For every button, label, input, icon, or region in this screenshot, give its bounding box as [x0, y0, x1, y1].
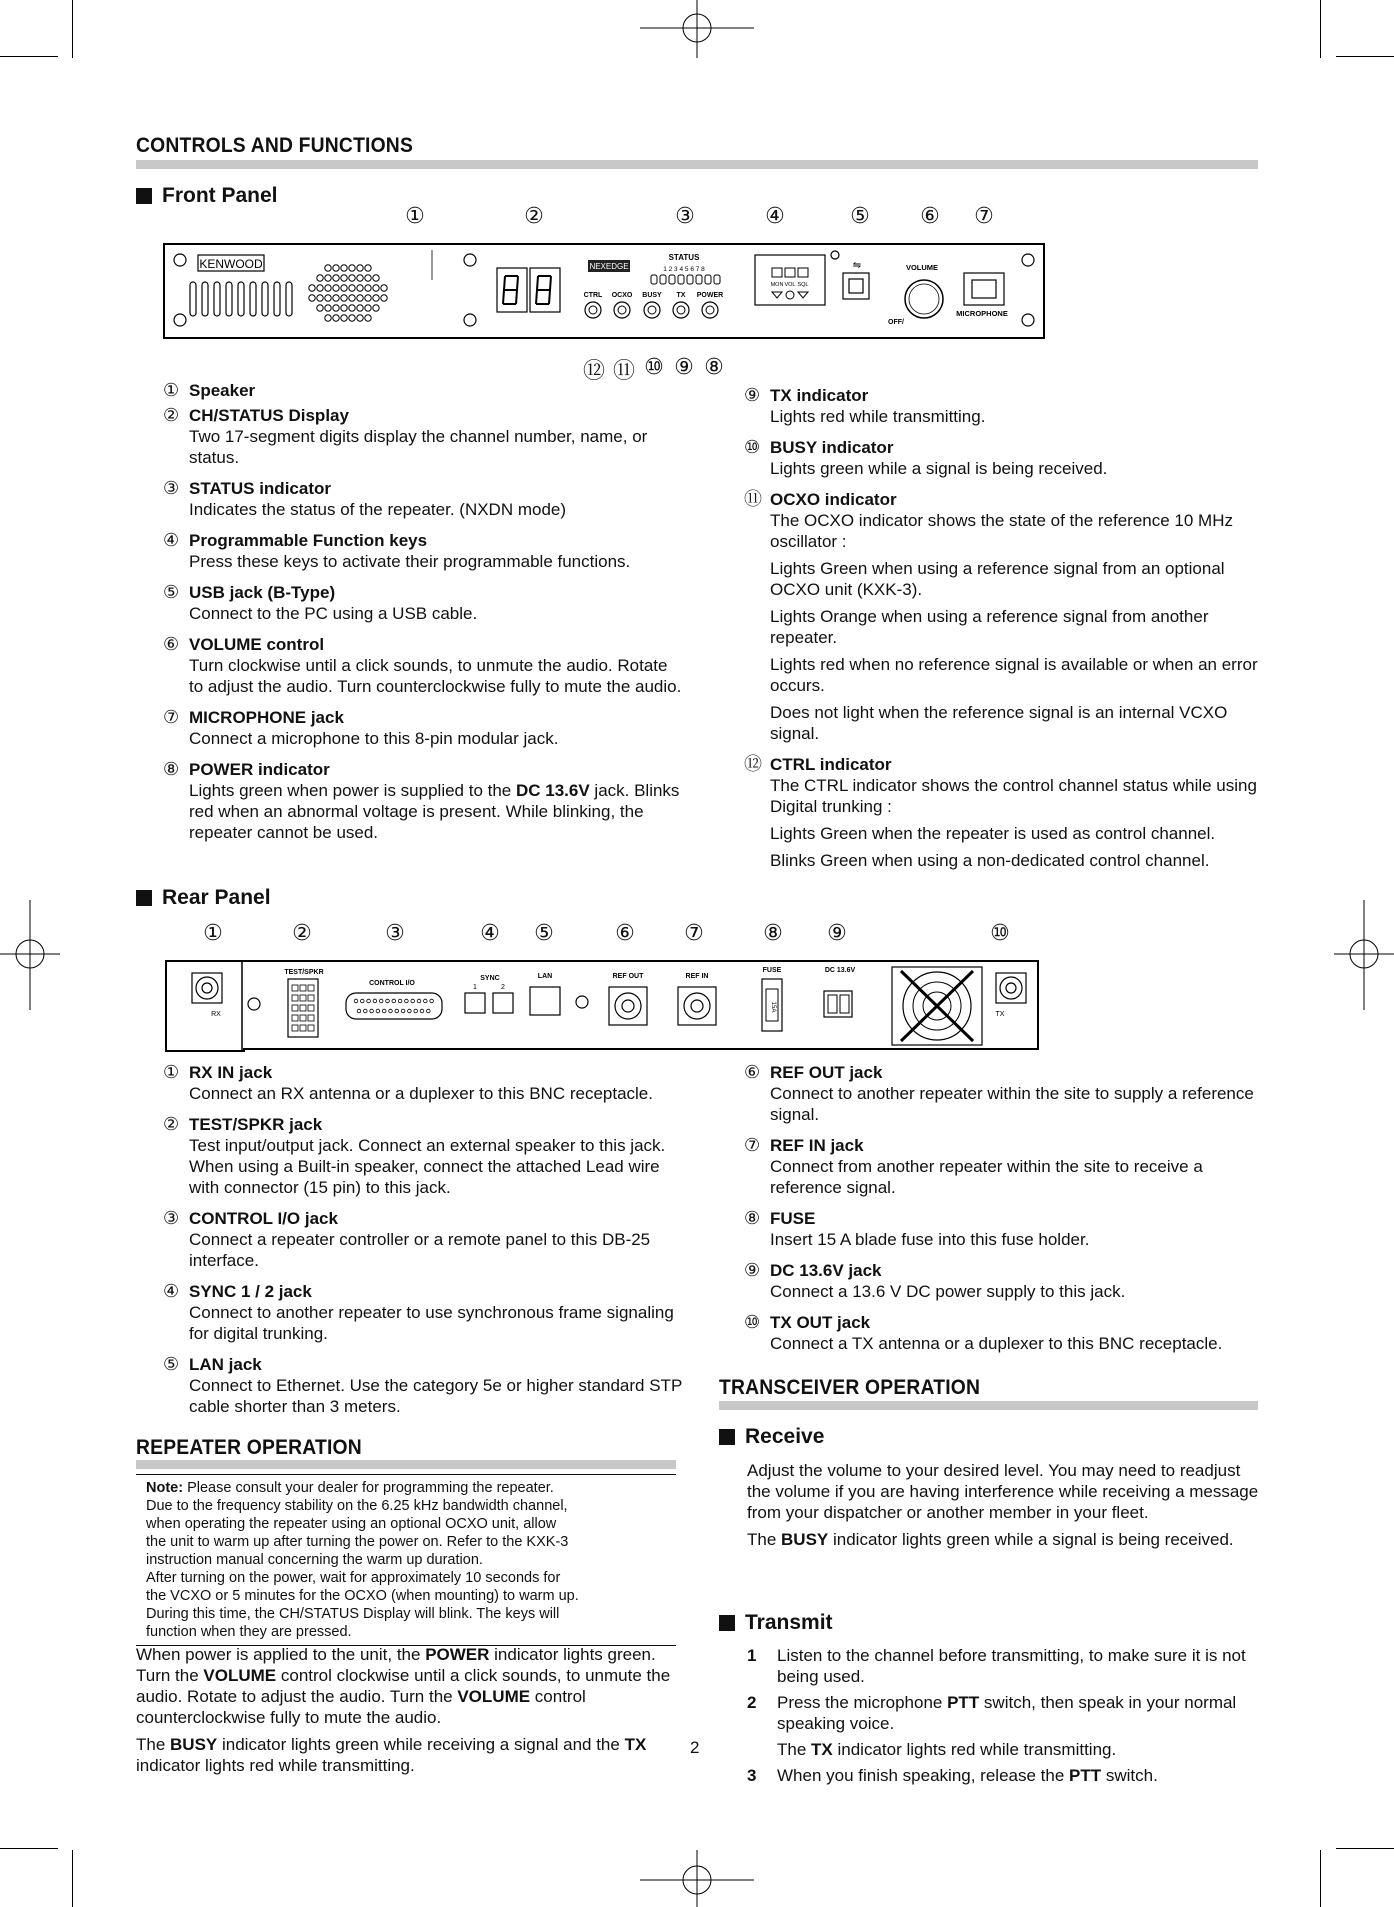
- callout-8: ⑧: [704, 354, 724, 379]
- transmit-step-2-note: The TX indicator lights red while transmitting.: [777, 1740, 1117, 1759]
- note-line: Note: Please consult your dealer for programming the repeater.: [146, 1480, 554, 1496]
- item-title: TX indicator: [770, 386, 869, 405]
- square-bullet-icon: [719, 1429, 735, 1445]
- item-text: Blinks Green when using a non-dedicated control channel.: [770, 851, 1210, 870]
- item-number: ⑨: [744, 385, 761, 405]
- test-spkr-jack: [288, 979, 318, 1037]
- front-panel-diagram: [160, 240, 1050, 345]
- list-item: [744, 754, 1264, 877]
- transceiver-operation-title: TRANSCEIVER OPERATION: [719, 1376, 981, 1399]
- item-text: Connect to Ethernet. Use the category 5e or higher standard STP cable shorter than 3 meters.: [189, 1376, 682, 1416]
- item-text: Connect from another repeater within the site to receive a reference signal.: [770, 1157, 1203, 1197]
- list-item: [744, 489, 1264, 750]
- item-number: ④: [163, 1281, 180, 1301]
- rear-callout-4: ④: [480, 920, 500, 945]
- fuse-label: FUSE: [762, 967, 782, 974]
- item-title: TX OUT jack: [770, 1313, 871, 1332]
- rear-callout-2: ②: [292, 920, 312, 945]
- callout-9: ⑨: [674, 354, 694, 379]
- repeater-note: [136, 1474, 676, 1646]
- item-number: ①: [163, 1062, 180, 1082]
- rear-panel-diagram: [160, 955, 1050, 1055]
- item-number: ②: [163, 1114, 180, 1134]
- front-panel-left-list: [163, 380, 683, 853]
- ref-in-jack: [678, 987, 716, 1025]
- controls-title: CONTROLS AND FUNCTIONS: [136, 134, 414, 157]
- receive-heading: [719, 1425, 824, 1449]
- list-item: [744, 437, 1264, 485]
- note-line: instruction manual concerning the warm up duration.: [146, 1552, 483, 1568]
- item-number: ⑦: [163, 707, 180, 727]
- callout-3: ③: [675, 203, 695, 228]
- item-number: ⑪: [744, 489, 762, 509]
- item-text: Lights green when power is supplied to the DC 13.6V jack. Blinks red when an abnormal voltage is present. While blinking, the repeater cannot be used.: [189, 781, 680, 842]
- item-text: Does not light when the reference signal is an internal VCXO signal.: [770, 703, 1228, 743]
- callout-2: ②: [524, 203, 544, 228]
- repeater-operation-rule: [136, 1460, 676, 1469]
- item-title: CONTROL I/O jack: [189, 1209, 338, 1228]
- item-text: The CTRL indicator shows the control channel status while using Digital trunking :: [770, 776, 1257, 816]
- item-number: ④: [163, 530, 180, 550]
- off-label: OFF/: [888, 319, 904, 326]
- list-item: [163, 582, 683, 630]
- rear-panel-right-list: [744, 1062, 1264, 1364]
- item-text: Connect a 13.6 V DC power supply to this jack.: [770, 1282, 1126, 1301]
- item-number: ⑦: [744, 1135, 761, 1155]
- list-item: [163, 1354, 683, 1423]
- item-title: TEST/SPKR jack: [189, 1115, 323, 1134]
- repeater-paragraph-1: When power is applied to the unit, the POWER indicator lights green. Turn the VOLUME control clockwise until a click sounds, to unmute the audio. Rotate to adjust the audio. Turn the VOLUME control counterclockwise fully to mute the audio.: [136, 1645, 671, 1727]
- callout-4: ④: [765, 203, 785, 228]
- item-text: The OCXO indicator shows the state of the reference 10 MHz oscillator :: [770, 511, 1233, 551]
- item-number: ③: [163, 1208, 180, 1228]
- list-item: [163, 405, 683, 474]
- item-number: ①: [163, 380, 180, 400]
- key-sql-label: SQL: [797, 282, 809, 288]
- note-line: function when they are pressed.: [146, 1624, 352, 1640]
- item-number: ②: [163, 405, 180, 425]
- list-item: [744, 1208, 1264, 1256]
- rear-panel-left-list: [163, 1062, 683, 1427]
- page-number: 2: [690, 1738, 700, 1757]
- rear-callout-1: ①: [203, 920, 223, 945]
- kenwood-label: KENWOOD: [199, 257, 263, 271]
- item-title: Programmable Function keys: [189, 531, 428, 550]
- transmit-step-3: 3 When you finish speaking, release the PTT switch.: [747, 1766, 1158, 1785]
- item-title: OCXO indicator: [770, 490, 897, 509]
- item-title: SYNC 1 / 2 jack: [189, 1282, 312, 1301]
- item-text: Lights Orange when using a reference signal from another repeater.: [770, 607, 1209, 647]
- square-bullet-icon: [136, 890, 152, 906]
- item-number: ⑥: [163, 634, 180, 654]
- item-text: Connect a microphone to this 8-pin modular jack.: [189, 729, 559, 748]
- receive-paragraph-2: The BUSY indicator lights green while a signal is being received.: [747, 1530, 1234, 1549]
- transceiver-operation-rule: [719, 1401, 1258, 1410]
- dc-label: DC 13.6V: [824, 967, 856, 974]
- item-text: Lights Green when the repeater is used as control channel.: [770, 824, 1216, 843]
- item-number: ⑤: [163, 582, 180, 602]
- usb-icon: ⇋: [852, 260, 862, 271]
- item-text: Connect an RX antenna or a duplexer to this BNC receptacle.: [189, 1084, 653, 1103]
- item-text: Insert 15 A blade fuse into this fuse holder.: [770, 1230, 1090, 1249]
- item-title: LAN jack: [189, 1355, 262, 1374]
- item-text: Connect to another repeater within the site to supply a reference signal.: [770, 1084, 1254, 1124]
- ref-in-label: REF IN: [685, 973, 709, 980]
- receive-paragraph-1: Adjust the volume to your desired level. You may need to readjust the volume if you are having interference while receiving a message from your dispatcher or another member in your fleet.: [747, 1461, 1259, 1522]
- item-title: BUSY indicator: [770, 438, 894, 457]
- list-item: [163, 1281, 683, 1350]
- transmit-step-1: 1 Listen to the channel before transmitting, to make sure it is not being used.: [747, 1646, 1246, 1686]
- ref-out-jack: [609, 987, 647, 1025]
- item-text: Lights red when no reference signal is available or when an error occurs.: [770, 655, 1258, 695]
- rear-panel-heading-text: Rear Panel: [162, 886, 271, 909]
- list-item: [744, 1312, 1264, 1360]
- vent-slots: [190, 282, 292, 316]
- callout-5: ⑤: [850, 203, 870, 228]
- note-line: when operating the repeater using an optional OCXO unit, allow: [146, 1516, 557, 1532]
- sync-label: SYNC: [480, 975, 500, 982]
- test-spkr-label: TEST/SPKR: [284, 969, 324, 976]
- control-io-label: CONTROL I/O: [369, 980, 415, 987]
- item-title: MICROPHONE jack: [189, 708, 344, 727]
- fan-grill: [892, 967, 982, 1045]
- microphone-label: MICROPHONE: [956, 309, 1008, 318]
- list-item: [163, 634, 683, 703]
- repeater-operation-title: REPEATER OPERATION: [136, 1436, 362, 1459]
- item-text: Two 17-segment digits display the channel number, name, or status.: [189, 427, 648, 467]
- callout-10: ⑩: [644, 354, 664, 379]
- repeater-paragraph-2: The BUSY indicator lights green while receiving a signal and the TX indicator lights red while transmitting.: [136, 1735, 647, 1775]
- dc-jack: [824, 991, 852, 1017]
- transmit-heading: [719, 1611, 833, 1635]
- note-line: After turning on the power, wait for approximately 10 seconds for: [146, 1570, 561, 1586]
- rear-panel-heading: [136, 886, 271, 910]
- item-title: REF IN jack: [770, 1136, 864, 1155]
- item-number: ⑩: [744, 1312, 761, 1332]
- item-title: FUSE: [770, 1209, 816, 1228]
- fuse-rating-label: 15A: [770, 1001, 776, 1013]
- list-item: [744, 1260, 1264, 1308]
- rear-callout-5: ⑤: [534, 920, 554, 945]
- list-item: [163, 1062, 683, 1110]
- item-text: Lights Green when using a reference signal from an optional OCXO unit (KXK-3).: [770, 559, 1225, 599]
- note-line: the VCXO or 5 minutes for the OCXO (when mounting) to warm up.: [146, 1588, 579, 1604]
- list-item: [163, 1114, 683, 1204]
- sync-2-jack: [493, 993, 513, 1013]
- item-number: ⑥: [744, 1062, 761, 1082]
- transmit-steps: [747, 1645, 1262, 1791]
- note-line: During this time, the CH/STATUS Display will blink. The keys will: [146, 1606, 560, 1622]
- list-item: [744, 385, 1264, 433]
- callout-7: ⑦: [974, 203, 994, 228]
- item-text: Lights red while transmitting.: [770, 407, 986, 426]
- list-item: [744, 1062, 1264, 1131]
- sync-1-label: 1: [473, 984, 477, 991]
- receive-body: [747, 1460, 1262, 1556]
- led-label: TX: [676, 292, 686, 299]
- sync-2-label: 2: [501, 984, 505, 991]
- tx-bnc-jack: [996, 973, 1026, 1003]
- item-title: RX IN jack: [189, 1063, 273, 1082]
- transmit-heading-text: Transmit: [745, 1611, 833, 1634]
- item-text: Connect to the PC using a USB cable.: [189, 604, 478, 623]
- rx-label: RX: [211, 1011, 221, 1018]
- item-title: CH/STATUS Display: [189, 406, 349, 425]
- rear-callout-7: ⑦: [684, 920, 704, 945]
- rear-callout-8: ⑧: [763, 920, 783, 945]
- callout-12: ⑫: [582, 358, 605, 383]
- item-text: Connect a repeater controller or a remote panel to this DB-25 interface.: [189, 1230, 651, 1270]
- rear-callout-3: ③: [385, 920, 405, 945]
- item-number: ⑧: [163, 759, 180, 779]
- rx-bnc-jack: [192, 973, 222, 1003]
- volume-label: VOLUME: [905, 263, 939, 272]
- lan-jack: [530, 987, 560, 1015]
- tx-label: TX: [995, 1011, 1005, 1018]
- rear-callout-9: ⑨: [827, 920, 847, 945]
- list-item: [163, 478, 683, 526]
- item-number: ⑤: [163, 1354, 180, 1374]
- item-number: ⑧: [744, 1208, 761, 1228]
- item-text: Connect a TX antenna or a duplexer to this BNC receptacle.: [770, 1334, 1223, 1353]
- lan-label: LAN: [537, 973, 553, 980]
- key-mon-label: MON: [770, 282, 784, 288]
- item-number: ③: [163, 478, 180, 498]
- square-bullet-icon: [136, 188, 152, 204]
- list-item: [163, 1208, 683, 1277]
- callout-6: ⑥: [920, 203, 940, 228]
- item-title: USB jack (B-Type): [189, 583, 336, 602]
- item-title: DC 13.6V jack: [770, 1261, 882, 1280]
- front-panel-heading: [136, 184, 278, 208]
- item-text: Turn clockwise until a click sounds, to unmute the audio. Rotate to adjust the audio. Turn counterclockwise fully to mute the audio.: [189, 656, 682, 696]
- control-io-db25: [346, 993, 442, 1019]
- list-item: [163, 707, 683, 755]
- item-title: POWER indicator: [189, 760, 330, 779]
- item-number: ⑫: [744, 754, 762, 774]
- list-item: [163, 380, 683, 401]
- rear-callout-10: ⑩: [990, 920, 1010, 945]
- transmit-step-2: 2 Press the microphone PTT switch, then speak in your normal speaking voice.: [747, 1693, 1237, 1733]
- item-title: STATUS indicator: [189, 479, 331, 498]
- item-title: Speaker: [189, 381, 256, 400]
- status-digits: 1 2 3 4 5 6 7 8: [663, 266, 705, 273]
- volume-knob: [905, 280, 943, 318]
- controls-title-rule: [136, 160, 1258, 169]
- repeater-operation-body: [136, 1644, 681, 1782]
- item-text: Test input/output jack. Connect an external speaker to this jack. When using a Built-in speaker, connect the attached Lead wire with connector (15 pin) to this jack.: [189, 1136, 666, 1197]
- item-number: ⑨: [744, 1260, 761, 1280]
- status-label: STATUS: [668, 253, 700, 262]
- power-indicator-item: [163, 759, 683, 849]
- led-label: POWER: [696, 292, 724, 299]
- item-text: Connect to another repeater to use synchronous frame signaling for digital trunking.: [189, 1303, 674, 1343]
- front-panel-heading-text: Front Panel: [162, 184, 278, 207]
- item-title: VOLUME control: [189, 635, 325, 654]
- rear-callout-6: ⑥: [615, 920, 635, 945]
- callout-11: ⑪: [612, 358, 635, 383]
- receive-heading-text: Receive: [745, 1425, 825, 1448]
- item-text: Press these keys to activate their programmable functions.: [189, 552, 631, 571]
- led-label: BUSY: [642, 292, 662, 299]
- item-text: Lights green while a signal is being received.: [770, 459, 1108, 478]
- square-bullet-icon: [719, 1615, 735, 1631]
- item-title: REF OUT jack: [770, 1063, 883, 1082]
- ref-out-label: REF OUT: [612, 973, 644, 980]
- item-title: CTRL indicator: [770, 755, 892, 774]
- list-item: [163, 530, 683, 578]
- led-label: OCXO: [611, 292, 633, 299]
- nexedge-label: NEXEDGE: [589, 262, 629, 271]
- item-text: Indicates the status of the repeater. (NXDN mode): [189, 500, 567, 519]
- front-panel-right-list: [744, 385, 1264, 881]
- led-label: CTRL: [583, 292, 603, 299]
- callout-1: ①: [405, 203, 425, 228]
- note-line: the unit to warm up after turning the power on. Refer to the KXK-3: [146, 1534, 569, 1550]
- list-item: [744, 1135, 1264, 1204]
- key-vol-label: VOL: [784, 282, 796, 288]
- sync-1-jack: [465, 993, 485, 1013]
- note-line: Due to the frequency stability on the 6.25 kHz bandwidth channel,: [146, 1498, 568, 1514]
- item-number: ⑩: [744, 437, 761, 457]
